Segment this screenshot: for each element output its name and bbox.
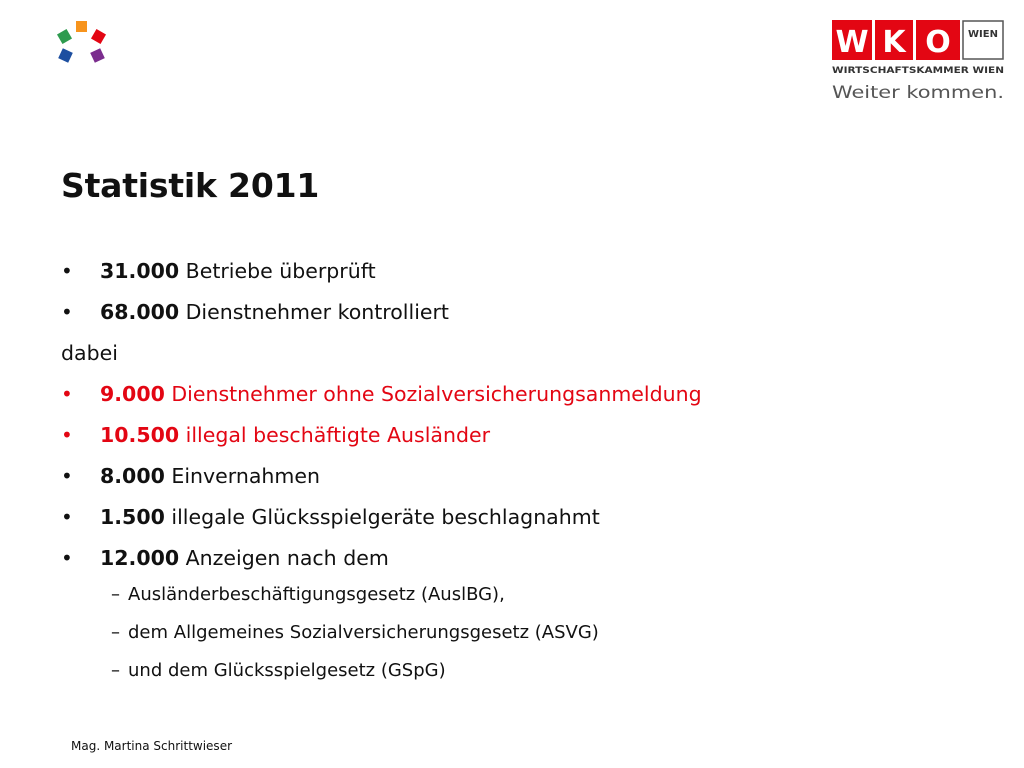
item-text: Einvernahmen (171, 464, 320, 488)
list-item (61, 498, 1001, 539)
item-number: 8.000 (100, 464, 165, 488)
logo-slogan: Weiter kommen. (832, 83, 1004, 103)
list-item-highlighted (61, 416, 1001, 457)
logo-letter-k: K (882, 25, 906, 60)
item-text: Dienstnehmer ohne Sozialversicherungsanmeldung (171, 382, 702, 406)
footer-author: Mag. Martina Schrittwieser (71, 739, 233, 753)
item-number: 10.500 (100, 423, 180, 447)
bullet: • (61, 259, 73, 283)
statistics-list (61, 252, 1001, 690)
page-title: Statistik 2011 (61, 166, 320, 205)
item-number: 1.500 (100, 505, 165, 529)
list-item (61, 293, 1001, 334)
item-text: Dienstnehmer kontrolliert (185, 300, 449, 324)
list-item-plain (61, 334, 1001, 375)
item-number: 9.000 (100, 382, 165, 406)
logo-letter-w: W (835, 25, 869, 60)
list-item (61, 457, 1001, 498)
wko-logo (832, 20, 1010, 104)
item-text: dabei (61, 341, 118, 365)
logo-letter-o: O (925, 25, 951, 60)
bullet: • (61, 423, 73, 447)
sub-item-text: dem Allgemeines Sozialversicherungsgesetz (ASVG) (128, 622, 599, 643)
sub-list-item (61, 576, 1001, 614)
dash: – (111, 660, 120, 681)
bullet: • (61, 464, 73, 488)
logo-tag: WIEN (968, 29, 998, 40)
sub-list-item (61, 652, 1001, 690)
sub-item-text: Ausländerbeschäftigungsgesetz (AuslBG), (128, 584, 505, 605)
bullet: • (61, 382, 73, 406)
item-number: 31.000 (100, 259, 180, 283)
item-text: Anzeigen nach dem (185, 546, 389, 570)
sub-list-item (61, 614, 1001, 652)
item-number: 12.000 (100, 546, 180, 570)
item-text: illegale Glücksspielgeräte beschlagnahmt (171, 505, 600, 529)
item-text: Betriebe überprüft (185, 259, 376, 283)
list-item (61, 539, 1001, 580)
list-item-highlighted (61, 375, 1001, 416)
flower-logo-icon (52, 20, 112, 70)
item-number: 68.000 (100, 300, 180, 324)
bullet: • (61, 300, 73, 324)
bullet: • (61, 505, 73, 529)
dash: – (111, 622, 120, 643)
dash: – (111, 584, 120, 605)
list-item (61, 252, 1001, 293)
item-text: illegal beschäftigte Ausländer (185, 423, 491, 447)
bullet: • (61, 546, 73, 570)
sub-item-text: und dem Glücksspielgesetz (GSpG) (128, 660, 446, 681)
logo-subtitle: WIRTSCHAFTSKAMMER WIEN (832, 66, 1004, 76)
